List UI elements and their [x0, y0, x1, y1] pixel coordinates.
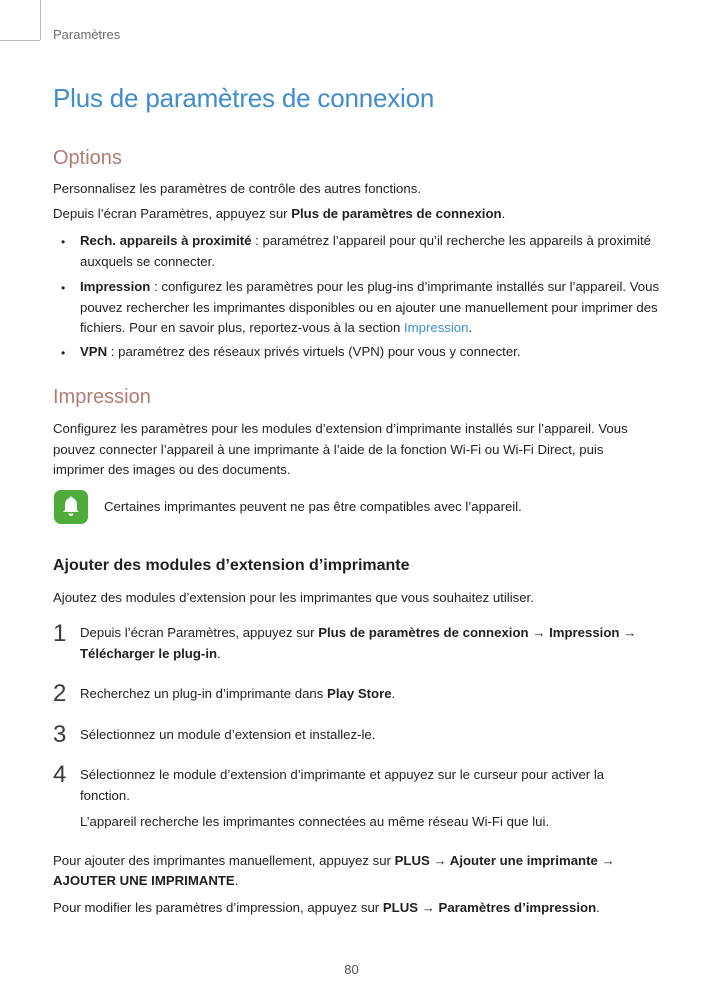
step-2: Recherchez un plug-in d’imprimante dans Play Store. [80, 686, 396, 701]
plugins-heading: Ajouter des modules d’extension d’imprimante [53, 557, 410, 574]
step-3: Sélectionnez un module d’extension et installez-le. [80, 727, 376, 742]
plugins-intro: Ajoutez des modules d’extension pour les imprimantes que vous souhaitez utiliser. [53, 590, 534, 605]
options-intro: Personnalisez les paramètres de contrôle des autres fonctions. [53, 181, 421, 196]
step-number: 4 [53, 761, 67, 788]
bullet-dot: • [61, 235, 66, 249]
page-number: 80 [344, 962, 359, 977]
step-number: 3 [53, 721, 67, 748]
impression-link[interactable]: Impression [403, 320, 469, 335]
bullet-item-vpn: VPN : paramétrez des réseaux privés virtuels (VPN) pour vous y connecter. [80, 344, 521, 359]
step-4: Sélectionnez le module d’extension d’imprimante et appuyez sur le curseur pour activer la fonction. [80, 767, 605, 803]
step-number: 2 [53, 680, 67, 707]
bullet-item-nearby: Rech. appareils à proximité : paramétrez l’appareil pour qu’il recherche les appareils à proximité auxquels se connecter. [80, 233, 651, 269]
crop-mark-horizontal [0, 40, 40, 41]
impression-heading: Impression [53, 386, 151, 408]
bell-icon [61, 496, 81, 518]
step-4-result: L’appareil recherche les imprimantes connectées au même réseau Wi-Fi que lui. [80, 814, 550, 829]
bullet-dot: • [61, 281, 66, 295]
print-settings-instruction: Pour modifier les paramètres d’impression, appuyez sur PLUS → Paramètres d’impression. [53, 900, 600, 915]
bullet-dot: • [61, 346, 66, 360]
bullet-item-printing: Impression : configurez les paramètres pour les plug-ins d’imprimante installés sur l’appareil. Vous pouvez rechercher les imprimantes disponibles ou en ajouter une manuellement pour imprimer des fichiers. Pour en savoir plus, reportez-vous à la section Impression. [80, 279, 660, 335]
path-bold: Plus de paramètres de connexion [291, 206, 502, 221]
options-path: Depuis l’écran Paramètres, appuyez sur Plus de paramètres de connexion. [53, 206, 506, 221]
manual-add-instruction: Pour ajouter des imprimantes manuellement, appuyez sur PLUS → Ajouter une imprimante → AJOUTER UNE IMPRIMANTE. [53, 853, 615, 888]
running-header: Paramètres [53, 27, 121, 42]
note-text: Certaines imprimantes peuvent ne pas être compatibles avec l’appareil. [104, 499, 522, 514]
impression-intro: Configurez les paramètres pour les modules d’extension d’imprimante installés sur l’appareil. Vous pouvez connecter l’appareil à une imprimante à l’aide de la fonction Wi-Fi ou Wi-Fi Direct, puis imprimer des images ou des documents. [53, 421, 628, 477]
step-number: 1 [53, 620, 67, 647]
page-title: Plus de paramètres de connexion [53, 83, 435, 113]
crop-mark-vertical [40, 0, 41, 40]
note-bell-icon [54, 490, 88, 524]
options-heading: Options [53, 147, 122, 169]
step-1: Depuis l’écran Paramètres, appuyez sur Plus de paramètres de connexion → Impression → Télécharger le plug-in. [80, 625, 637, 661]
